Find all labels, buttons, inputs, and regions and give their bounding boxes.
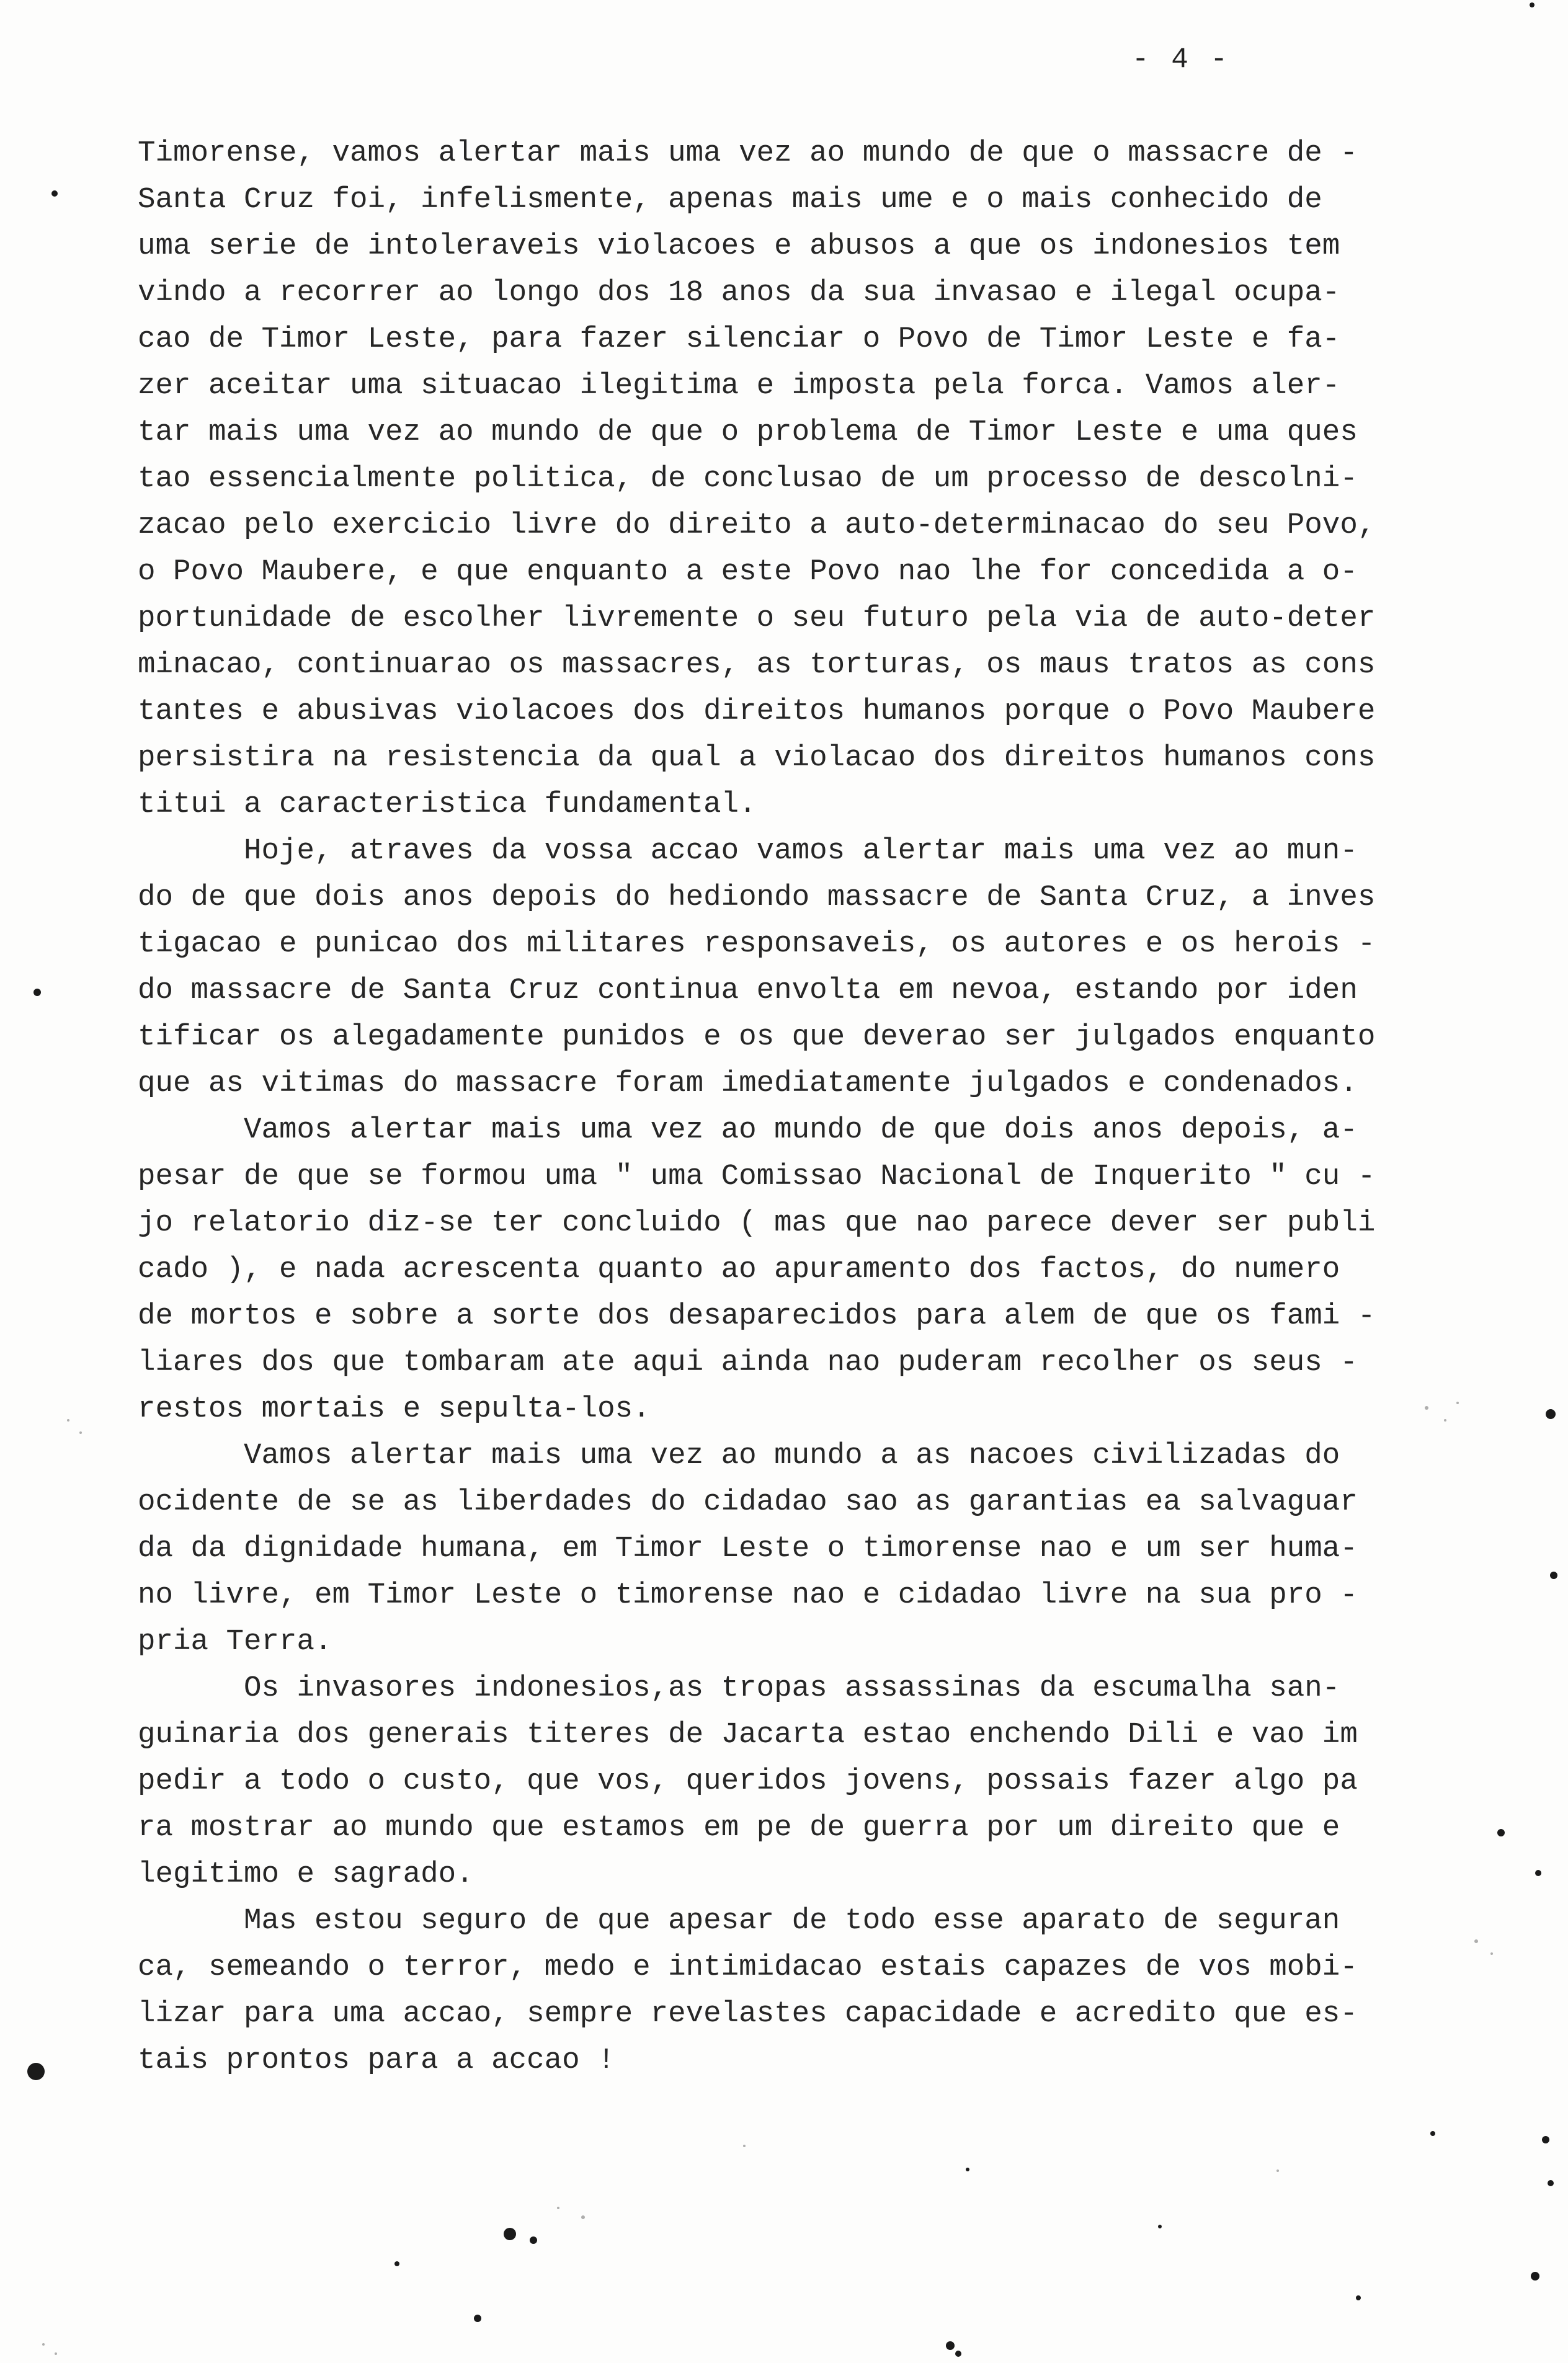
scan-speck: [1430, 2131, 1435, 2136]
text-line: vindo a recorrer ao longo dos 18 anos da sua invasao e ilegal ocupa-: [138, 276, 1340, 309]
text-line: da da dignidade humana, em Timor Leste o timorense nao e um ser huma-: [138, 1532, 1358, 1565]
scan-dust: [743, 2145, 746, 2147]
scan-speck: [1548, 2180, 1554, 2186]
text-line: tigacao e punicao dos militares responsaveis, os autores e os herois -: [138, 927, 1376, 961]
text-line: cao de Timor Leste, para fazer silenciar o Povo de Timor Leste e fa-: [138, 323, 1340, 356]
scan-speck: [946, 2341, 955, 2350]
scan-speck: [1550, 1572, 1557, 1579]
text-line: Santa Cruz foi, infelismente, apenas mais ume e o mais conhecido de: [138, 183, 1322, 216]
scan-speck: [955, 2351, 961, 2357]
text-line: o Povo Maubere, e que enquanto a este Povo nao lhe for concedida a o-: [138, 555, 1358, 589]
scan-dust: [79, 1431, 82, 1434]
text-line: tificar os alegadamente punidos e os que deverao ser julgados enquanto: [138, 1020, 1376, 1054]
text-line: do massacre de Santa Cruz continua envolta em nevoa, estando por iden: [138, 974, 1358, 1007]
text-line: portunidade de escolher livremente o seu futuro pela via de auto-deter: [138, 602, 1376, 635]
scan-speck: [966, 2168, 969, 2171]
text-line: zer aceitar uma situacao ilegitima e imposta pela forca. Vamos aler-: [138, 369, 1340, 403]
text-line: ca, semeando o terror, medo e intimidacao estais capazes de vos mobi-: [138, 1951, 1358, 1984]
text-line: minacao, continuarao os massacres, as torturas, os maus tratos as cons: [138, 648, 1376, 682]
scan-speck: [27, 2063, 45, 2080]
text-line: Hoje, atraves da vossa accao vamos alertar mais uma vez ao mun-: [138, 834, 1358, 868]
scan-speck: [1546, 1409, 1556, 1419]
text-line: Vamos alertar mais uma vez ao mundo de que dois anos depois, a-: [138, 1113, 1358, 1147]
scan-speck: [530, 2236, 537, 2244]
text-line: que as vitimas do massacre foram imediatamente julgados e condenados.: [138, 1067, 1358, 1100]
text-line: liares dos que tombaram ate aqui ainda nao puderam recolher os seus -: [138, 1346, 1358, 1379]
text-line: de mortos e sobre a sorte dos desaparecidos para alem de que os fami -: [138, 1299, 1376, 1333]
text-line: tais prontos para a accao !: [138, 2044, 615, 2077]
scan-dust: [1490, 1952, 1493, 1955]
text-line: ocidente de se as liberdades do cidadao sao as garantias ea salvaguar: [138, 1485, 1358, 1519]
text-line: pesar de que se formou uma " uma Comissao Nacional de Inquerito " cu -: [138, 1160, 1376, 1193]
scan-speck: [474, 2315, 481, 2322]
text-line: pedir a todo o custo, que vos, queridos jovens, possais fazer algo pa: [138, 1764, 1358, 1798]
body-text: [138, 130, 1477, 2084]
scan-dust: [557, 2207, 559, 2209]
scan-speck: [504, 2228, 516, 2240]
text-line: titui a caracteristica fundamental.: [138, 788, 757, 821]
text-line: persistira na resistencia da qual a violacao dos direitos humanos cons: [138, 741, 1376, 775]
scan-speck: [51, 190, 58, 197]
text-line: do de que dois anos depois do hediondo massacre de Santa Cruz, a inves: [138, 881, 1376, 914]
text-line: uma serie de intoleraveis violacoes e abusos a que os indonesios tem: [138, 229, 1340, 263]
scan-speck: [1535, 1870, 1541, 1876]
text-line: tar mais uma vez ao mundo de que o problema de Timor Leste e uma ques: [138, 416, 1358, 449]
scan-speck: [1531, 2272, 1539, 2281]
text-line: Mas estou seguro de que apesar de todo esse aparato de seguran: [138, 1904, 1340, 1938]
scan-speck: [1158, 2225, 1162, 2228]
text-line: tantes e abusivas violacoes dos direitos humanos porque o Povo Maubere: [138, 695, 1376, 728]
scan-speck: [1356, 2295, 1361, 2300]
scan-dust: [1276, 2169, 1279, 2172]
text-line: Vamos alertar mais uma vez ao mundo a as nacoes civilizadas do: [138, 1439, 1340, 1472]
scan-speck: [33, 989, 41, 996]
text-line: jo relatorio diz-se ter concluido ( mas que nao parece dever ser publi: [138, 1206, 1376, 1240]
text-line: pria Terra.: [138, 1625, 332, 1658]
text-line: tao essencialmente politica, de conclusao de um processo de descolni-: [138, 462, 1358, 496]
text-line: restos mortais e sepulta-los.: [138, 1392, 651, 1426]
text-line: Os invasores indonesios,as tropas assassinas da escumalha san-: [138, 1671, 1340, 1705]
text-line: guinaria dos generais titeres de Jacarta estao enchendo Dili e vao im: [138, 1718, 1358, 1751]
scan-speck: [1530, 2, 1535, 7]
text-line: lizar para uma accao, sempre revelastes capacidade e acredito que es-: [138, 1997, 1358, 2031]
scan-dust: [67, 1419, 69, 1422]
text-line: legitimo e sagrado.: [138, 1858, 474, 1891]
page-number: - 4 -: [1132, 43, 1231, 76]
scan-speck: [1542, 2136, 1549, 2143]
text-line: Timorense, vamos alertar mais uma vez ao mundo de que o massacre de -: [138, 136, 1358, 170]
text-line: cado ), e nada acrescenta quanto ao apuramento dos factos, do numero: [138, 1253, 1340, 1286]
scan-dust: [42, 2343, 45, 2346]
scan-speck: [1497, 1829, 1505, 1836]
text-line: zacao pelo exercicio livre do direito a auto-determinacao do seu Povo,: [138, 509, 1376, 542]
scan-dust: [55, 2352, 57, 2355]
text-line: ra mostrar ao mundo que estamos em pe de guerra por um direito que e: [138, 1811, 1340, 1845]
scan-speck: [394, 2261, 399, 2266]
text-line: no livre, em Timor Leste o timorense nao e cidadao livre na sua pro -: [138, 1578, 1358, 1612]
scan-dust: [581, 2215, 585, 2219]
